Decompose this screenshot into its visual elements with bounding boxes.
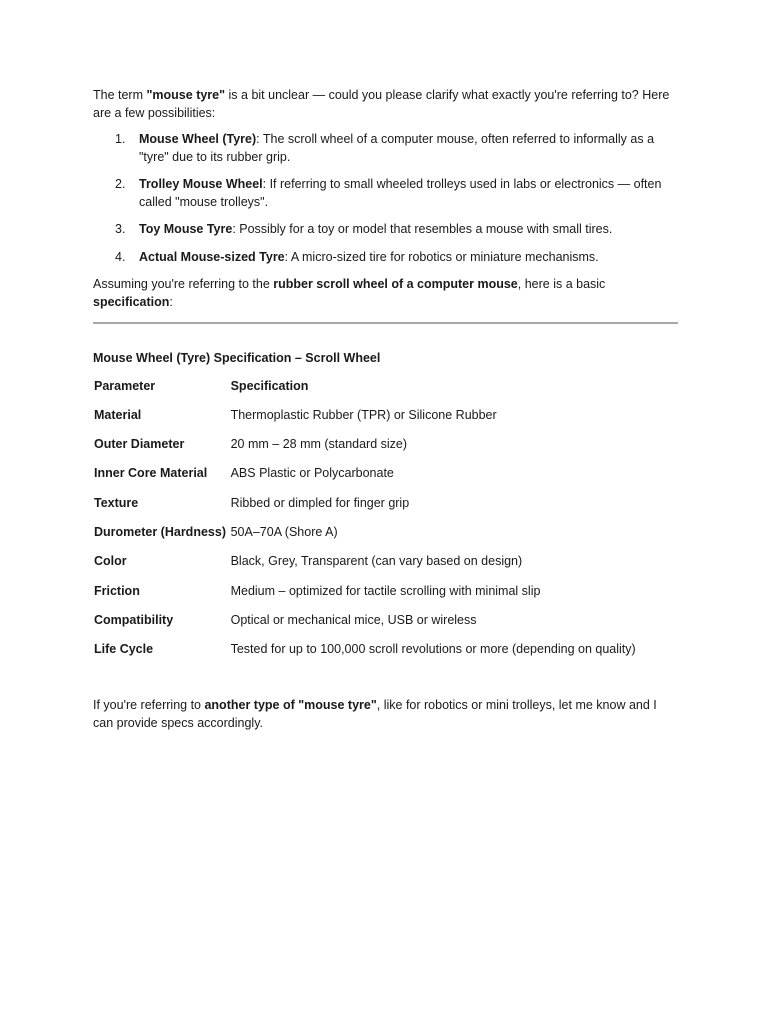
table-row xyxy=(93,612,678,641)
table-cell-value: Thermoplastic Rubber (TPR) or Silicone Rubber xyxy=(230,407,497,422)
table-cell-parameter: Inner Core Material xyxy=(94,466,208,481)
table-cell-value: Tested for up to 100,000 scroll revolutions or more (depending on quality) xyxy=(230,642,636,657)
list-item-text: : A micro-sized tire for robotics or miniature mechanisms. xyxy=(284,249,599,264)
table-row xyxy=(93,495,678,524)
list-item xyxy=(93,221,678,239)
spec-table xyxy=(93,378,678,671)
table-cell-parameter: Texture xyxy=(94,495,139,510)
table-row xyxy=(93,436,678,465)
horizontal-divider xyxy=(93,322,678,324)
list-item-number: 4. xyxy=(115,249,126,264)
table-cell-parameter: Color xyxy=(94,554,127,569)
intro-suffix: is a bit unclear — could you please clarify what exactly you're referring to? Here are a few possibilities: xyxy=(93,88,670,120)
table-row xyxy=(93,524,678,553)
table-row xyxy=(93,641,678,670)
list-item-text: : If referring to small wheeled trolleys used in labs or electronics — often called "mouse trolleys". xyxy=(139,177,662,209)
intro-term: "mouse tyre" xyxy=(146,88,226,102)
table-cell-value: 50A–70A (Shore A) xyxy=(230,524,338,539)
list-item-number: 1. xyxy=(115,132,126,146)
table-cell-parameter: Compatibility xyxy=(94,612,174,627)
table-cell-parameter: Durometer (Hardness) xyxy=(94,524,226,539)
list-item xyxy=(93,131,678,166)
table-row xyxy=(93,465,678,494)
list-item-title: Mouse Wheel (Tyre) xyxy=(139,132,257,146)
list-item-number: 3. xyxy=(115,222,126,236)
closing-paragraph xyxy=(93,697,678,732)
document-body xyxy=(93,87,678,732)
list-item-title: Actual Mouse-sized Tyre xyxy=(139,249,285,264)
list-item-text: : Possibly for a toy or model that resembles a mouse with small tires. xyxy=(232,222,613,236)
closing-suffix: , like for robotics or mini trolleys, let me know and I can provide specs accordingly. xyxy=(93,698,657,730)
table-header-row xyxy=(93,378,678,407)
list-item-number: 2. xyxy=(115,177,126,191)
table-cell-parameter: Life Cycle xyxy=(94,642,154,657)
assumption-suffix: : xyxy=(169,294,173,309)
list-item xyxy=(93,176,678,211)
table-cell-value: Medium – optimized for tactile scrolling with minimal slip xyxy=(230,583,541,598)
table-cell-value: Optical or mechanical mice, USB or wireless xyxy=(230,612,477,627)
table-cell-value: 20 mm – 28 mm (standard size) xyxy=(230,437,408,452)
table-cell-value: Ribbed or dimpled for finger grip xyxy=(230,495,410,510)
intro-paragraph xyxy=(93,87,678,122)
assumption-bold-spec: specification xyxy=(93,294,170,309)
intro-prefix: The term xyxy=(93,88,147,102)
table-cell-parameter: Material xyxy=(94,407,142,422)
list-item xyxy=(93,249,678,267)
table-row xyxy=(93,583,678,612)
table-cell-value: Black, Grey, Transparent (can vary based on design) xyxy=(230,554,523,569)
closing-prefix: If you're referring to xyxy=(93,698,205,713)
assumption-bold-subject: rubber scroll wheel of a computer mouse xyxy=(273,277,518,291)
table-row xyxy=(93,553,678,582)
table-row xyxy=(93,407,678,436)
assumption-paragraph xyxy=(93,276,678,311)
closing-bold: another type of "mouse tyre" xyxy=(204,698,377,713)
spec-table-title: Mouse Wheel (Tyre) Specification – Scroll Wheel xyxy=(93,351,381,365)
table-cell-parameter: Friction xyxy=(94,583,140,598)
table-header-specification: Specification xyxy=(230,378,309,393)
list-item-title: Trolley Mouse Wheel xyxy=(139,177,263,191)
table-header-parameter: Parameter xyxy=(94,378,156,393)
table-cell-value: ABS Plastic or Polycarbonate xyxy=(230,466,394,481)
list-item-title: Toy Mouse Tyre xyxy=(139,222,233,236)
list-item-text: : The scroll wheel of a computer mouse, often referred to informally as a "tyre" due to its rubber grip. xyxy=(139,132,655,164)
assumption-middle: , here is a basic xyxy=(517,277,606,291)
assumption-prefix: Assuming you're referring to the xyxy=(93,277,274,291)
possibilities-list xyxy=(93,131,678,266)
table-cell-parameter: Outer Diameter xyxy=(94,437,185,452)
